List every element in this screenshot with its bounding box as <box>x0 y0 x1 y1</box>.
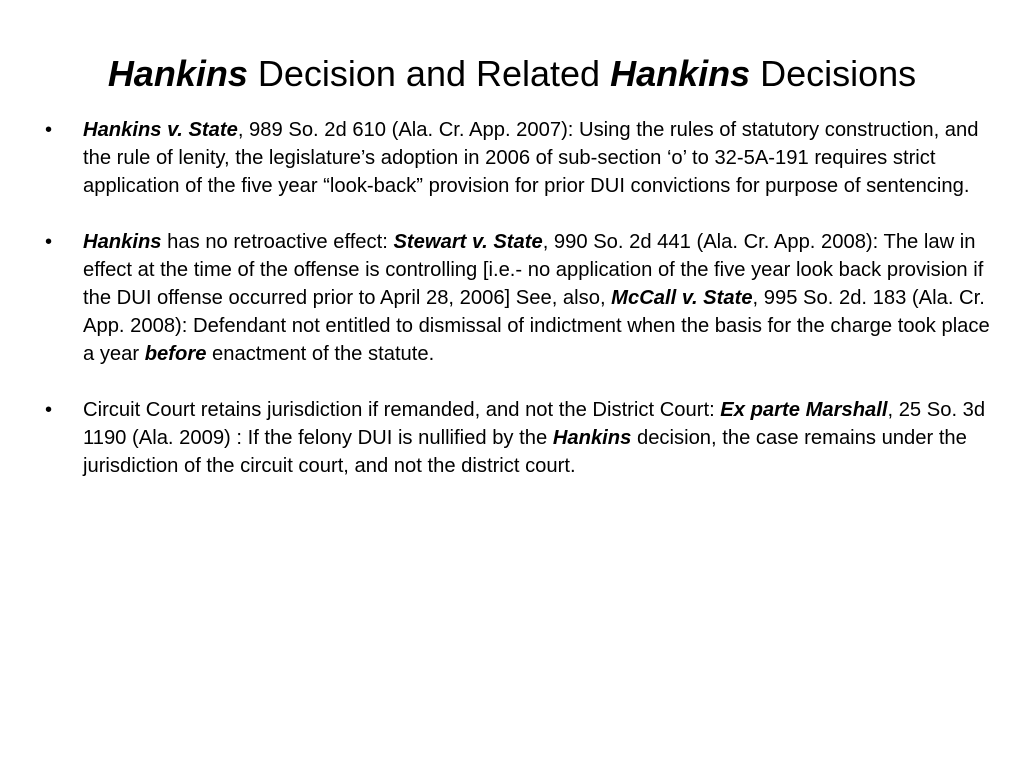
bullet-text-run: enactment of the statute. <box>206 343 435 365</box>
bullet-marker: • <box>45 231 53 253</box>
case-citation-emphasis: Hankins <box>552 427 632 449</box>
bullet-list <box>45 116 995 508</box>
bullet-marker: • <box>45 399 53 421</box>
bullet-text-run: , 25 So. 3d 1190 (Ala. 2009) : If the felony DUI is nullified by the <box>83 399 986 449</box>
bullet-item <box>45 116 995 200</box>
bullet-item <box>45 228 995 368</box>
bullet-text-run: decision, the case remains under the jurisdiction of the circuit court, and not the district court. <box>83 427 967 477</box>
case-citation-emphasis: Hankins v. State <box>83 119 238 141</box>
title-text-run: Decision and Related <box>247 53 611 94</box>
case-citation-emphasis: Hankins <box>83 231 162 253</box>
title-emphasis-run: Hankins <box>107 53 248 94</box>
bullet-text-run: has no retroactive effect: <box>161 231 394 253</box>
bullet-item <box>45 396 995 480</box>
case-citation-emphasis: before <box>144 343 207 365</box>
case-citation-emphasis: McCall v. State <box>611 287 753 309</box>
case-citation-emphasis: Ex parte Marshall <box>720 399 888 421</box>
bullet-marker: • <box>45 119 53 141</box>
bullet-text-run: , 989 So. 2d 610 (Ala. Cr. App. 2007): Using the rules of statutory construction, and the rule of lenity, the legislature’s adoption in 2006 of sub-section ‘o’ to 32-5A-191 requires strict application of the five year “look-back” provision for prior DUI convictions for purpose of sentencing. <box>83 119 979 197</box>
bullet-text-run: , 990 So. 2d 441 (Ala. Cr. App. 2008): The law in effect at the time of the offense is controlling [i.e.- no application of the five year look back provision if the DUI offense occurred prior to April 28, 2006] See, also, <box>83 231 984 309</box>
slide-title <box>0 50 1024 98</box>
bullet-text-run: Circuit Court retains jurisdiction if remanded, and not the District Court: <box>83 399 721 421</box>
title-text-run: Decisions <box>750 53 917 94</box>
case-citation-emphasis: Stewart v. State <box>393 231 543 253</box>
bullet-text-run: , 995 So. 2d. 183 (Ala. Cr. App. 2008): Defendant not entitled to dismissal of indictment when the basis for the charge took place a year <box>83 287 990 365</box>
title-emphasis-run: Hankins <box>610 53 751 94</box>
